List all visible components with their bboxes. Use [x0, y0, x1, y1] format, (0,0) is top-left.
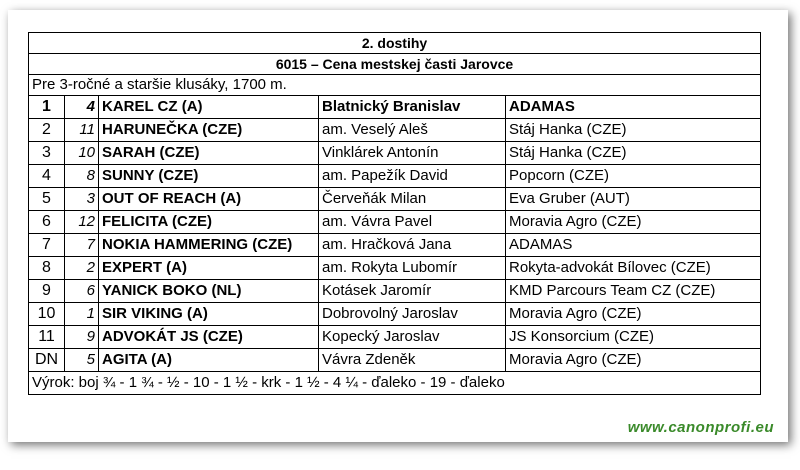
position-cell: 10 — [29, 303, 65, 326]
owner-cell: Moravia Agro (CZE) — [506, 303, 761, 326]
result-row — [29, 234, 761, 257]
race-conditions-row — [29, 75, 761, 96]
horse-name-cell: SIR VIKING (A) — [99, 303, 319, 326]
owner-cell: ADAMAS — [506, 234, 761, 257]
horse-name-cell: FELICITA (CZE) — [99, 211, 319, 234]
driver-cell: Vávra Zdeněk — [319, 349, 506, 372]
horse-name-cell: OUT OF REACH (A) — [99, 188, 319, 211]
driver-cell: Vinklárek Antonín — [319, 142, 506, 165]
result-row — [29, 257, 761, 280]
position-cell: DN — [29, 349, 65, 372]
result-row — [29, 142, 761, 165]
driver-cell: Blatnický Branislav — [319, 96, 506, 119]
start-number-cell: 9 — [65, 326, 99, 349]
start-number-cell: 1 — [65, 303, 99, 326]
result-row — [29, 165, 761, 188]
start-number-cell: 5 — [65, 349, 99, 372]
race-conditions: Pre 3-ročné a staršie klusáky, 1700 m. — [29, 75, 761, 96]
race-heading: 2. dostihy — [29, 33, 761, 54]
position-cell: 11 — [29, 326, 65, 349]
results-table — [28, 32, 761, 395]
owner-cell: Moravia Agro (CZE) — [506, 349, 761, 372]
owner-cell: Rokyta-advokát Bílovec (CZE) — [506, 257, 761, 280]
horse-name-cell: YANICK BOKO (NL) — [99, 280, 319, 303]
driver-cell: am. Veselý Aleš — [319, 119, 506, 142]
result-row — [29, 211, 761, 234]
driver-cell: am. Papežík David — [319, 165, 506, 188]
owner-cell: Stáj Hanka (CZE) — [506, 142, 761, 165]
finish-margins: Výrok: boj ¾ - 1 ¾ - ½ - 10 - 1 ½ - krk - 1 ½ - 4 ¼ - ďaleko - 19 - ďaleko — [29, 372, 761, 395]
owner-cell: Popcorn (CZE) — [506, 165, 761, 188]
result-row — [29, 280, 761, 303]
margins-row — [29, 372, 761, 395]
position-cell: 4 — [29, 165, 65, 188]
owner-cell: Moravia Agro (CZE) — [506, 211, 761, 234]
race-name: 6015 – Cena mestskej časti Jarovce — [29, 54, 761, 75]
result-row — [29, 119, 761, 142]
driver-cell: Kopecký Jaroslav — [319, 326, 506, 349]
horse-name-cell: HARUNEČKA (CZE) — [99, 119, 319, 142]
start-number-cell: 2 — [65, 257, 99, 280]
results-card — [8, 10, 788, 442]
start-number-cell: 6 — [65, 280, 99, 303]
start-number-cell: 4 — [65, 96, 99, 119]
driver-cell: Červeňák Milan — [319, 188, 506, 211]
horse-name-cell: NOKIA HAMMERING (CZE) — [99, 234, 319, 257]
owner-cell: ADAMAS — [506, 96, 761, 119]
owner-cell: KMD Parcours Team CZ (CZE) — [506, 280, 761, 303]
position-cell: 3 — [29, 142, 65, 165]
driver-cell: am. Rokyta Lubomír — [319, 257, 506, 280]
position-cell: 6 — [29, 211, 65, 234]
start-number-cell: 11 — [65, 119, 99, 142]
driver-cell: Kotásek Jaromír — [319, 280, 506, 303]
horse-name-cell: SARAH (CZE) — [99, 142, 319, 165]
position-cell: 1 — [29, 96, 65, 119]
start-number-cell: 3 — [65, 188, 99, 211]
start-number-cell: 12 — [65, 211, 99, 234]
horse-name-cell: AGITA (A) — [99, 349, 319, 372]
driver-cell: am. Vávra Pavel — [319, 211, 506, 234]
result-row — [29, 96, 761, 119]
result-row — [29, 349, 761, 372]
horse-name-cell: SUNNY (CZE) — [99, 165, 319, 188]
result-row — [29, 188, 761, 211]
watermark: www.canonprofi.eu — [627, 419, 774, 436]
position-cell: 7 — [29, 234, 65, 257]
owner-cell: Stáj Hanka (CZE) — [506, 119, 761, 142]
horse-name-cell: KAREL CZ (A) — [99, 96, 319, 119]
driver-cell: am. Hračková Jana — [319, 234, 506, 257]
position-cell: 5 — [29, 188, 65, 211]
position-cell: 8 — [29, 257, 65, 280]
horse-name-cell: ADVOKÁT JS (CZE) — [99, 326, 319, 349]
owner-cell: JS Konsorcium (CZE) — [506, 326, 761, 349]
position-cell: 2 — [29, 119, 65, 142]
result-row — [29, 303, 761, 326]
results-table-body — [29, 33, 761, 395]
race-heading-row — [29, 33, 761, 54]
owner-cell: Eva Gruber (AUT) — [506, 188, 761, 211]
start-number-cell: 7 — [65, 234, 99, 257]
start-number-cell: 10 — [65, 142, 99, 165]
start-number-cell: 8 — [65, 165, 99, 188]
driver-cell: Dobrovolný Jaroslav — [319, 303, 506, 326]
position-cell: 9 — [29, 280, 65, 303]
horse-name-cell: EXPERT (A) — [99, 257, 319, 280]
race-name-row — [29, 54, 761, 75]
result-row — [29, 326, 761, 349]
